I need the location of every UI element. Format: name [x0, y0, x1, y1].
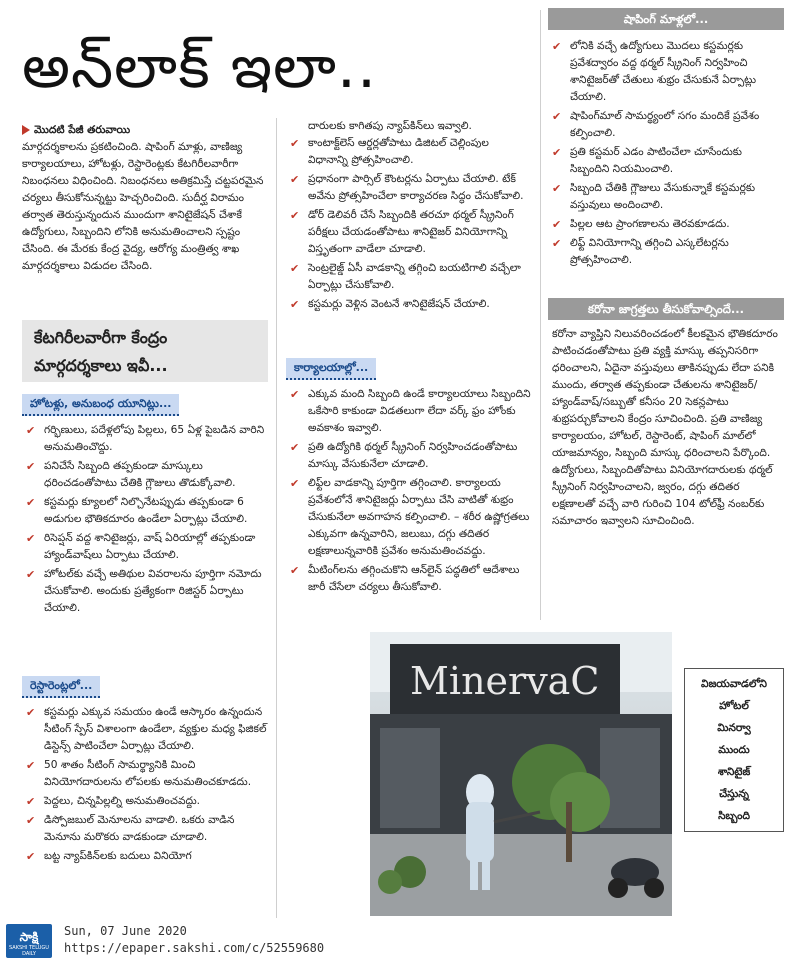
list-item: ✔ ప్రతి కస్టమర్ ఎడం పాటించేలా చూసేందుకు సిబ్బందిని నియమించాలి. [548, 144, 784, 178]
logo-text: సాక్షి [19, 930, 39, 944]
caption-line: శానిటైజ్ [717, 766, 751, 778]
list-item: ✔ కస్టమర్లు వెళ్లిన వెంటనే శానిటైజేషన్ చేయాలి. [286, 296, 532, 313]
offices-list-wrap [286, 386, 532, 598]
footer-url[interactable]: https://epaper.sakshi.com/c/52559680 [64, 941, 325, 955]
continued-text: దారులకు కాగితపు న్యాప్‌కిన్‌లు ఇవ్వాలి. [308, 120, 472, 132]
list-item: ✔ పనిచేసే సిబ్బంది తప్పకుండా మాస్కులు ధరించడంతోపాటు చేతికి గ్లౌజులు తొడుక్కోవాలి. [22, 458, 268, 492]
kicker [22, 122, 268, 139]
caption-line: చేస్తున్న [719, 788, 749, 800]
list-item: ✔ ప్రతి ఉద్యోగికి థర్మల్ స్క్రీనింగ్ నిర్వహించడంతోపాటు మాస్కు వేసుకునేలా చూడాలి. [286, 439, 532, 473]
photo-sign-text: MinervaC [410, 659, 600, 703]
column-2-top [286, 118, 532, 315]
hotel-sanitizing-photo [370, 632, 672, 916]
caption-line: ముందు [718, 744, 750, 756]
list-item: ✔ లిఫ్ట్ వినియోగాన్ని తగ్గించి ఎస్కలేటర్లను ప్రోత్సహించాలి. [548, 235, 784, 269]
list-item: ✔ మీటింగ్‌లను తగ్గించుకొని ఆన్‌లైన్ పద్ధతిలో ఆదేశాలు జారీ చేసేలా చర్యలు తీసుకోవాలి. [286, 562, 532, 596]
list-item: ✔ ప్రధానంగా పార్సిల్ కౌంటర్లను ఏర్పాటు చేయాలి. టేక్ అవేను ప్రోత్సహించేలా కార్యాచరణ సిద్ధం చేసుకోవాలి. [286, 171, 532, 205]
list-item: ✔ లోనికి వచ్చే ఉద్యోగులు మొదలు కస్టమర్లకు ప్రవేశద్వారం వద్ద థర్మల్ స్క్రీనింగ్ నిర్వహించి శానిటైజర్‌తో చేతులు శుభ్రం చేసుకునే ఏర్పాట్లు చేయాలి. [548, 38, 784, 106]
kicker-text: మొదటి పేజీ తరువాయి [34, 124, 131, 136]
malls-list-wrap [548, 38, 784, 271]
intro-paragraph: మార్గదర్శకాలను ప్రకటించింది. షాపింగ్ మాళ్లు, వాణిజ్య కార్యాలయాలు, హోటళ్లు, రెస్టారెంట్లకు కేటగిరీలవారీగా నిబంధనలు విధించింది. నిబంధనలు అతిక్రమిస్తే చట్టపరమైన చర్యలు తీసుకోనున్నట్టు హెచ్చరించింది. సుదీర్ఘ విరామం తర్వాత తెరుస్తున్నందున ముందుగా శానిటైజేషన్ చేశాకే ఉద్యోగులు, సిబ్బందిని లోనికి అనుమతించాలని స్పష్టం చేసింది. ఈ మేరకు కేంద్ర వైద్య, ఆరోగ్య మంత్రిత్వ శాఖ మార్గదర్శకాలు విడుదల చేసింది. [22, 141, 264, 272]
offices-list [286, 386, 532, 596]
list-item: ✔ ఎక్కువ మంది సిబ్బంది ఉండే కార్యాలయాలు సిబ్బందిని ఒకేసారి కాకుండా విడతలుగా లేదా వర్క్ ఫ్రం హోంకు అవకాశం ఇవ్వాలి. [286, 386, 532, 437]
caption-line: విజయవాడలోని [701, 678, 767, 690]
hotels-list [22, 422, 268, 617]
hotels-list-wrap [22, 422, 268, 619]
caption-line: హోటల్ [719, 700, 749, 712]
section-subhead: కేటగిరీలవారీగా కేంద్రం మార్గదర్శకాలు ఇవీ... [22, 320, 268, 382]
corona-paragraph: కరోనా వ్యాప్తిని నిలువరించడంలో కీలకమైన భౌతికదూరం పాటించడంతోపాటు ప్రతి వ్యక్తి మాస్కు తప్పనిసరిగా ధరించాలని, ఏదైనా వస్తువులు తాకినప్పుడు లేదా పనికి ముందు, తర్వాత తప్పకుండా చేతులను శానిటైజర్/హ్యాండ్‌వాష్/సబ్బుతో కనీసం 20 సెకన్లపాటు శుభ్రపర్చుకోవాలని కేంద్రం సూచించింది. ప్రతి వాణిజ్య కార్యాలయం, హోటల్, రెస్టారెంట్, షాపింగ్ మాల్‌లో యాజమాన్యం, సిబ్బంది మాస్కు ధరించాలని పేర్కొంది. ఉద్యోగులు, సిబ్బందితోపాటు వినియోగదారులకు థర్మల్ స్క్రీనింగ్ నిర్వహించాలని, జ్వరం, దగ్గు తదితర లక్షణాలతో వచ్చే వారి గురించి 104 టోల్‌ఫ్రీ నంబర్‌కు సమాచారం ఇవ్వాలని సూచించింది. [552, 328, 778, 527]
malls-list [548, 38, 784, 269]
list-item: ✔ కస్టమర్లు ఎక్కువ సమయం ఉండే ఆస్కారం ఉన్నందున సీటింగ్ స్పేస్ విశాలంగా ఉండేలా, వ్యక్తుల మధ్య ఫిజికల్ డిస్టెన్స్ పాటించేలా ఏర్పాట్లు చేయాలి. [22, 704, 268, 755]
list-item: ✔ కాంటాక్ట్‌లెస్ ఆర్డర్లతోపాటు డిజిటల్ చెల్లింపుల విధానాన్ని ప్రోత్సహించాలి. [286, 135, 532, 169]
caption-line: మినర్వా [717, 722, 751, 734]
list-item: ✔ 50 శాతం సీటింగ్ సామర్థ్యానికి మించి వినియోగదారులను లోపలకు అనుమతించకూడదు. [22, 757, 268, 791]
list-item: ✔ పెద్దలు, చిన్నపిల్లల్ని అనుమతించవద్దు. [22, 793, 268, 810]
column-divider [540, 10, 541, 620]
list-item: ✔ సెంట్రలైజ్డ్ ఏసీ వాడకాన్ని తగ్గించి బయటిగాలి వచ్చేలా ఏర్పాట్లు చేసుకోవాలి. [286, 260, 532, 294]
list-item: ✔ డోర్ డెలివరీ చేసే సిబ్బందికి తరచూ థర్మల్ స్క్రీనింగ్ పరీక్షలు చేయడంతోపాటు శానిటైజర్ వినియోగాన్ని విస్తృతంగా వాడేలా చూడాలి. [286, 207, 532, 258]
list-item: ✔ లిఫ్ట్‌ల వాడకాన్ని పూర్తిగా తగ్గించాలి. కార్యాలయ ప్రవేశంలోనే శానిటైజర్లు ఏర్పాటు చేసి వాటితో శుభ్రం చేసుకునేలా అవగాహన కల్పించాలి. – శరీర ఉష్ణోగ్రతలు ఎక్కువగా ఉన్నవారిని, జలుబు, దగ్గు తదితర లక్షణాలున్నవారికి ప్రవేశం అనుమతించవద్దు. [286, 475, 532, 560]
list-item: ✔ సిబ్బంది చేతికి గ్లౌజులు వేసుకున్నాకే కస్టమర్లకు వస్తువులు అందించాలి. [548, 180, 784, 214]
photo-caption [684, 668, 784, 832]
corona-text-wrap [552, 326, 782, 530]
triangle-icon [22, 125, 30, 135]
list-item: ✔ బట్ట న్యాప్‌కిన్‌లకు బదులు వినియోగ [22, 848, 268, 865]
column-divider [276, 118, 277, 918]
photo-illustration [370, 632, 672, 916]
list-item: ✔ హోటల్‌కు వచ్చే అతిథుల వివరాలను పూర్తిగా నమోదు చేసుకోవాలి. అందుకు ప్రత్యేకంగా రిజిస్టర్ ఏర్పాటు చేయాలి. [22, 566, 268, 617]
column-1-intro [22, 122, 268, 275]
malls-box-title: షాపింగ్ మాళ్లలో... [548, 8, 784, 30]
list-item: ✔ షాపింగ్‌మాల్ సామర్థ్యంలో సగం మందికే ప్రవేశం కల్పించాలి. [548, 108, 784, 142]
restaurants-tag: రెస్టారెంట్లలో... [22, 676, 100, 698]
list-item: ✔ కస్టమర్లు క్యూలలో నిల్చొనేటప్పుడు తప్పకుండా 6 అడుగుల భౌతికదూరం ఉండేలా ఏర్పాట్లు చేయాలి. [22, 494, 268, 528]
headline: అన్‌లాక్ ఇలా.. [22, 32, 378, 102]
list-item: ✔ రిసెప్షన్ వద్ద శానిటైజర్లు, వాష్ ఏరియాల్లో తప్పకుండా హ్యాండ్‌వాష్‌లు ఏర్పాటు చేయాలి. [22, 530, 268, 564]
restaurants-list-wrap [22, 704, 268, 867]
corona-box-title: కరోనా జాగ్రత్తలు తీసుకోవాల్సిందే... [548, 298, 784, 320]
restaurants-list-continued [286, 135, 532, 313]
sakshi-logo [6, 924, 52, 958]
caption-line: సిబ్బంది [718, 810, 750, 822]
list-item: ✔ డిస్పోజబుల్ మెనూలను వాడాలి. ఒకరు వాడిన మెనూను మరొకరు వాడకుండా చూడాలి. [22, 812, 268, 846]
offices-tag: కార్యాలయాల్లో... [286, 358, 376, 380]
list-item: ✔ పిల్లల ఆట ప్రాంగణాలను తెరవకూడదు. [548, 216, 784, 233]
hotels-tag: హోటళ్లు, అనుబంధ యూనిట్లు... [22, 394, 179, 416]
logo-subtext: SAKSHI TELUGU DAILY [9, 945, 49, 957]
list-item: ✔ గర్భిణులు, పదేళ్లలోపు పిల్లలు, 65 ఏళ్ల పైబడిన వారిని అనుమతించొద్దు. [22, 422, 268, 456]
restaurants-list [22, 704, 268, 865]
footer-date: Sun, 07 June 2020 [64, 924, 187, 938]
